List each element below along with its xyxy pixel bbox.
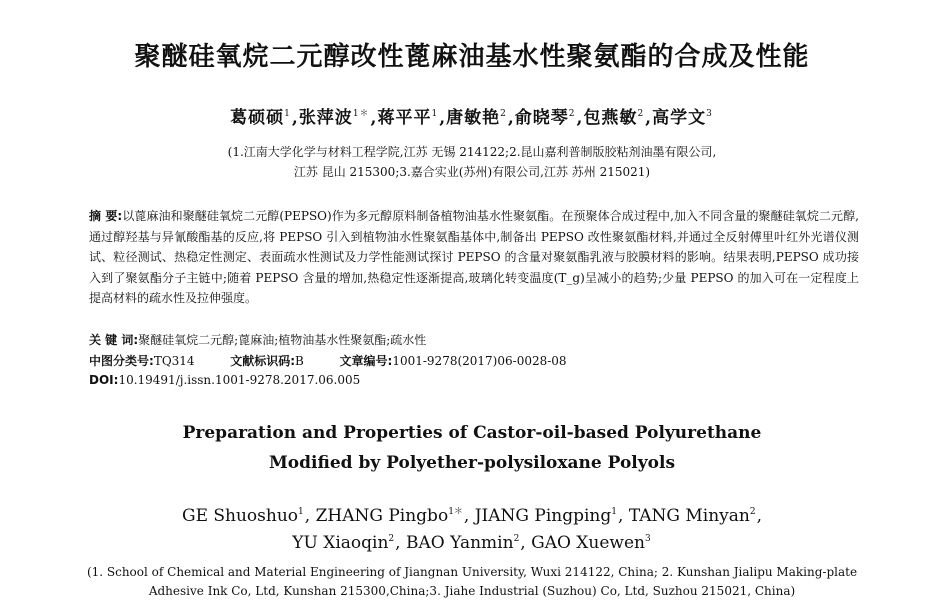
author-cn: 俞晓琴 — [514, 108, 569, 128]
author-cn-affiliation-mark: 1 — [284, 109, 291, 119]
author-en-affiliation-mark: 1 — [298, 507, 304, 517]
author-en: JIANG Pingping — [474, 506, 612, 526]
author-cn: 葛硕硕 — [230, 108, 285, 128]
english-affiliation-line-1: (1. School of Chemical and Material Engineering of Jiangnan University, Wuxi 214122, China; 2. Kunshan Jialipu Making-plate — [86, 565, 858, 579]
english-affiliation-line-2: Adhesive Ink Co, Ltd, Kunshan 215300,China;3. Jiahe Industrial (Suzhou) Co, Ltd, Suzhou 215021, China) — [148, 584, 796, 598]
doi-label: DOI: — [89, 373, 119, 387]
abstract-text: 以蓖麻油和聚醚硅氧烷二元醇(PEPSO)作为多元醇原料制备植物油基水性聚氨酯。在预聚体合成过程中,加入不同含量的聚醚硅氧烷二元醇,通过醇羟基与异氰酸酯基的反应,将 PEPSO 引入到植物油水性聚氨酯基体中,制备出 PEPSO 改性聚氨酯材料,并通过全反射傅里叶红外光谱仪测试、粒径测试、热稳定性测定、表面疏水性测试及力学性能测试探讨 PEPSO 的含量对聚氨酯乳液与胶膜材料的影响。结果表明,PEPSO 成功接入到了聚氨酯分子主链中;随着 PEPSO 含量的增加,热稳定性逐渐提高,玻璃化转变温度(T_g)呈减小的趋势;少量 PEPSO 的加入可在一定程度上提高材料的疏水性及拉伸强度。 — [89, 209, 860, 306]
doi-value: 10.19491/j.issn.1001-9278.2017.06.005 — [118, 373, 361, 387]
author-en-affiliation-mark: 2 — [388, 534, 395, 544]
english-author-list-line-2: YU Xiaoqin$^2$, BAO Yanmin$^2$, GAO Xuewen$^3$ — [292, 533, 651, 553]
english-title-line-2: Modified by Polyether-polysiloxane Polyols — [268, 453, 676, 473]
article-number-value: 1001-9278(2017)06-0028-08 — [392, 354, 567, 368]
keywords-label: 关 键 词: — [89, 333, 139, 347]
english-title-line-1: Preparation and Properties of Castor-oil-based Polyurethane — [182, 423, 762, 443]
author-cn-affiliation-mark: 1 — [431, 109, 439, 119]
author-cn-affiliation-mark: 2 — [500, 109, 507, 119]
author-en: GAO Xuewen — [531, 533, 645, 553]
abstract-label: 摘 要: — [89, 209, 123, 223]
author-en: TANG Minyan — [628, 506, 750, 526]
author-cn-affiliation-mark: 1＊ — [352, 109, 370, 119]
chinese-affiliation-line-1: (1.江南大学化学与材料工程学院,江苏 无锡 214122;2.昆山嘉利普制版胶粘剂油墨有限公司, — [227, 145, 717, 159]
author-en-affiliation-mark: 3 — [644, 534, 651, 544]
document-code-value: B — [295, 354, 304, 368]
chinese-author-list: 葛硕硕$^1$,张萍波$^{1*}$,蒋平平$^1$,唐敏艳$^2$,俞晓琴$^2$,包燕敏$^2$,高学文$^3$ — [230, 108, 713, 128]
keywords — [89, 331, 426, 348]
author-cn: 蒋平平 — [377, 108, 432, 128]
chinese-abstract — [89, 206, 859, 309]
author-cn-affiliation-mark: 2 — [568, 109, 576, 119]
author-en-affiliation-mark: 1＊ — [448, 507, 463, 517]
author-en-affiliation-mark: 2 — [749, 507, 756, 517]
author-en-affiliation-mark: 1 — [611, 507, 617, 517]
doi-row — [89, 373, 360, 387]
chinese-title: 聚醚硅氧烷二元醇改性蓖麻油基水性聚氨酯的合成及性能 — [134, 42, 810, 72]
author-cn: 唐敏艳 — [446, 108, 501, 128]
english-author-list-line-1: GE Shuoshuo$^1$, ZHANG Pingbo$^{1*}$, JIANG Pingping$^1$, TANG Minyan$^2$, — [182, 506, 762, 526]
chinese-affiliation-line-2: 江苏 昆山 215300;3.嘉合实业(苏州)有限公司,江苏 苏州 215021) — [293, 165, 651, 179]
keywords-text: 聚醚硅氧烷二元醇;蓖麻油;植物油基水性聚氨酯;疏水性 — [138, 333, 427, 347]
author-en: GE Shuoshuo — [182, 506, 299, 526]
author-cn: 高学文 — [652, 108, 707, 128]
author-en: ZHANG Pingbo — [315, 506, 449, 526]
author-cn-affiliation-mark: 2 — [637, 109, 645, 119]
classification-row — [89, 352, 567, 369]
author-en-affiliation-mark: 2 — [513, 534, 520, 544]
article-number-label: 文章编号: — [339, 354, 393, 368]
author-cn: 张萍波 — [298, 108, 353, 128]
author-en: YU Xiaoqin — [292, 533, 389, 553]
author-en: BAO Yanmin — [405, 533, 514, 553]
clc-label: 中图分类号: — [89, 354, 154, 368]
document-code-label: 文献标识码: — [230, 354, 296, 368]
author-cn: 包燕敏 — [583, 108, 638, 128]
author-cn-affiliation-mark: 3 — [706, 109, 713, 119]
clc-value: TQ314 — [153, 354, 195, 368]
